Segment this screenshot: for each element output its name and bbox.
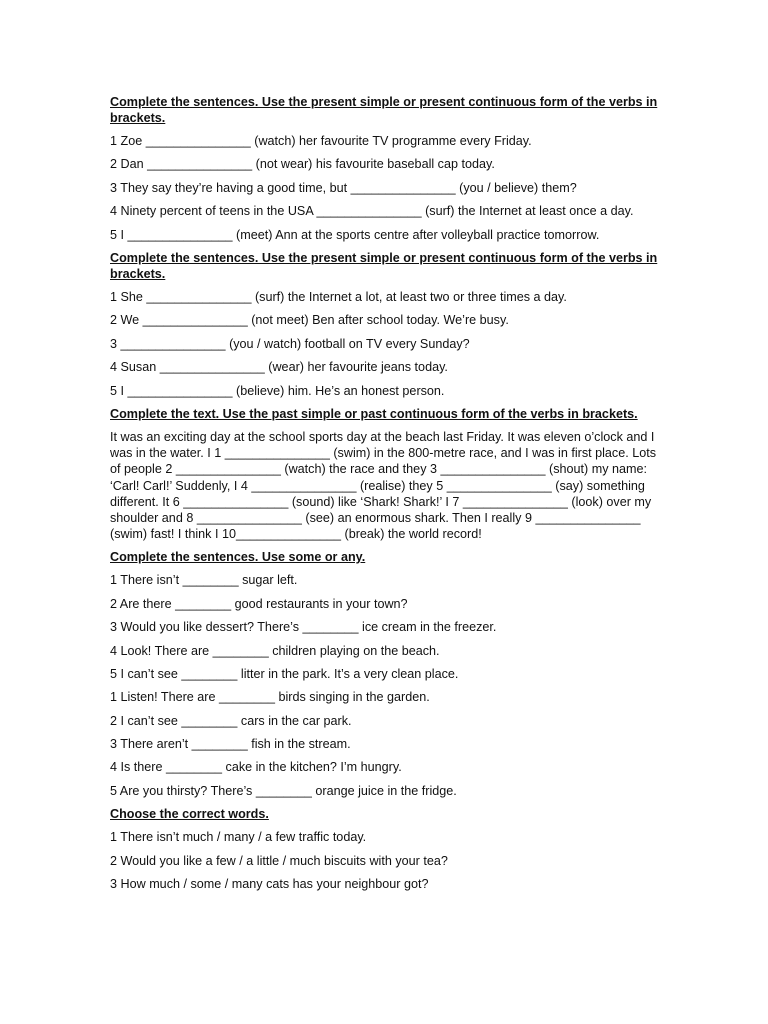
exercise-item: 4 Ninety percent of teens in the USA _______________ (surf) the Internet at least once a day. bbox=[110, 204, 634, 219]
section-heading: Complete the sentences. Use the present simple or present continuous form of the verbs in brackets. bbox=[110, 250, 658, 281]
exercise-item: 1 She _______________ (surf) the Internet a lot, at least two or three times a day. bbox=[110, 289, 567, 304]
section-heading: Complete the sentences. Use some or any. bbox=[110, 550, 366, 565]
story-paragraph: It was an exciting day at the school sports day at the beach last Friday. It was eleven o’clock and I was in the water. I 1 _______________ (swim) in the 800-metre race, and I was in first place. Lots of people 2 _______________ (watch) the race and they 3 _______________ (shout) my name: ‘Carl! Carl!’ Suddenly, I 4 _______________ (realise) they 5 _______________ (say) something different. It 6 _______________ (sound) like ‘Shark! Shark!’ I 7 _______________ (look) over my shoulder and 8 _______________ (see) an enormous shark. Then I really 9 _______________ (swim) fast! I think I 10_______________ (break) the world record! bbox=[110, 429, 657, 542]
exercise-item: 5 I _______________ (believe) him. He’s an honest person. bbox=[110, 383, 445, 398]
exercise-item: 2 I can’t see ________ cars in the car park. bbox=[110, 713, 352, 728]
section-heading: Choose the correct words. bbox=[110, 807, 269, 822]
section-2 bbox=[110, 250, 658, 399]
exercise-item: 2 Dan _______________ (not wear) his favourite baseball cap today. bbox=[110, 157, 495, 172]
exercise-item: 1 There isn’t ________ sugar left. bbox=[110, 573, 298, 588]
exercise-item: 4 Look! There are ________ children playing on the beach. bbox=[110, 643, 440, 658]
exercise-item: 2 We _______________ (not meet) Ben after school today. We’re busy. bbox=[110, 313, 509, 328]
exercise-item: 5 Are you thirsty? There’s ________ orange juice in the fridge. bbox=[110, 783, 457, 798]
section-4 bbox=[110, 549, 658, 799]
exercise-item: 3 There aren’t ________ fish in the stream. bbox=[110, 737, 351, 752]
exercise-item: 3 Would you like dessert? There’s ________ ice cream in the freezer. bbox=[110, 620, 497, 635]
exercise-item: 1 There isn’t much / many / a few traffic today. bbox=[110, 830, 367, 845]
exercise-item: 1 Listen! There are ________ birds singing in the garden. bbox=[110, 690, 430, 705]
exercise-item: 3 They say they’re having a good time, but _______________ (you / believe) them? bbox=[110, 180, 577, 195]
section-heading: Complete the sentences. Use the present simple or present continuous form of the verbs in brackets. bbox=[110, 95, 658, 125]
exercise-item: 3 How much / some / many cats has your neighbour got? bbox=[110, 877, 429, 892]
exercise-item: 2 Would you like a few / a little / much biscuits with your tea? bbox=[110, 853, 448, 868]
exercise-item: 5 I _______________ (meet) Ann at the sports centre after volleyball practice tomorrow. bbox=[110, 227, 600, 242]
section-3 bbox=[110, 406, 658, 542]
exercise-item: 4 Is there ________ cake in the kitchen? I’m hungry. bbox=[110, 760, 402, 775]
exercise-item: 2 Are there ________ good restaurants in your town? bbox=[110, 596, 408, 611]
exercise-item: 3 _______________ (you / watch) football on TV every Sunday? bbox=[110, 336, 470, 351]
section-heading: Complete the text. Use the past simple or past continuous form of the verbs in brackets. bbox=[110, 406, 638, 421]
exercise-item: 5 I can’t see ________ litter in the park. It’s a very clean place. bbox=[110, 666, 459, 681]
section-1 bbox=[110, 94, 658, 243]
exercise-item: 1 Zoe _______________ (watch) her favourite TV programme every Friday. bbox=[110, 134, 532, 148]
section-5 bbox=[110, 806, 658, 892]
worksheet bbox=[110, 94, 658, 899]
exercise-item: 4 Susan _______________ (wear) her favourite jeans today. bbox=[110, 360, 448, 375]
